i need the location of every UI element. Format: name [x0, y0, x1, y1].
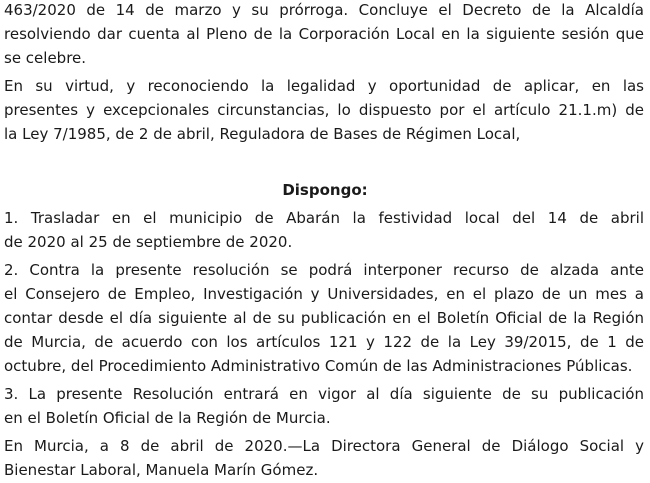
section-heading: Dispongo:	[282, 181, 368, 199]
list-item-line: 2. Contra la presente resolución se podrá interponer recurso de alzada ante	[4, 261, 644, 279]
list-item-line: contar desde el día siguiente al de su publicación en el Boletín Oficial de la Región	[4, 309, 644, 327]
paragraph-line: resolviendo dar cuenta al Pleno de la Corporación Local en la siguiente sesión que	[4, 25, 644, 43]
paragraph-line: 463/2020 de 14 de marzo y su prórroga. Concluye el Decreto de la Alcaldía	[4, 1, 644, 19]
paragraph-line: la Ley 7/1985, de 2 de abril, Reguladora de Bases de Régimen Local,	[4, 125, 521, 143]
list-item-line: de 2020 al 25 de septiembre de 2020.	[4, 233, 293, 251]
list-item-line: octubre, del Procedimiento Administrativo Común de las Administraciones Públicas.	[4, 357, 633, 375]
closing-line: En Murcia, a 8 de abril de 2020.—La Directora General de Diálogo Social y	[4, 437, 644, 455]
list-item-line: el Consejero de Empleo, Investigación y Universidades, en el plazo de un mes a	[4, 285, 644, 303]
paragraph-line: se celebre.	[4, 49, 87, 67]
list-item-line: 3. La presente Resolución entrará en vigor al día siguiente de su publicación	[4, 385, 644, 403]
list-item-line: 1. Trasladar en el municipio de Abarán la festividad local del 14 de abril	[4, 209, 644, 227]
paragraph-line: En su virtud, y reconociendo la legalidad y oportunidad de aplicar, en las	[4, 77, 644, 95]
list-item-line: de Murcia, de acuerdo con los artículos 121 y 122 de la Ley 39/2015, de 1 de	[4, 333, 644, 351]
list-item-line: en el Boletín Oficial de la Región de Murcia.	[4, 409, 331, 427]
paragraph-line: presentes y excepcionales circunstancias, lo dispuesto por el artículo 21.1.m) de	[4, 101, 644, 119]
closing-line: Bienestar Laboral, Manuela Marín Gómez.	[4, 461, 319, 479]
